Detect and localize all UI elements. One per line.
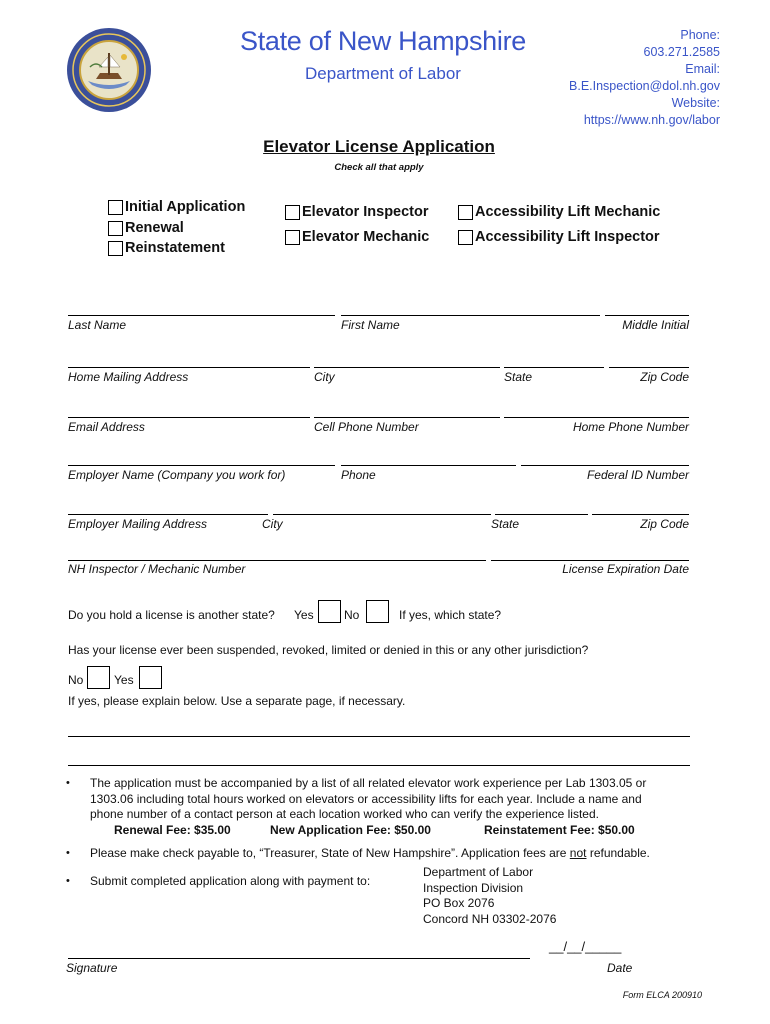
- home-zip-input[interactable]: [609, 367, 689, 368]
- checkbox[interactable]: [108, 241, 123, 256]
- address-line: PO Box 2076: [423, 896, 495, 910]
- home-phone-label: Home Phone Number: [572, 420, 689, 434]
- home-city-label: City: [314, 370, 335, 384]
- bullet-submit: Submit completed application along with payment to:: [90, 874, 371, 888]
- employer-address-label: Employer Mailing Address: [68, 517, 207, 531]
- suspended-no-checkbox[interactable]: [87, 666, 110, 689]
- home-city-input[interactable]: [314, 367, 500, 368]
- employer-state-input[interactable]: [495, 514, 588, 515]
- signature-input[interactable]: [68, 958, 530, 959]
- employer-name-label: Employer Name (Company you work for): [68, 468, 286, 482]
- email-label: Email:: [685, 62, 720, 76]
- bullet-experience-line-1: The application must be accompanied by a list of all related elevator work experience per Lab 1303.05 or: [90, 776, 647, 790]
- option-renewal[interactable]: [108, 220, 184, 236]
- last-name-label: Last Name: [68, 318, 127, 332]
- license-expiration-input[interactable]: [491, 560, 689, 561]
- form-id: Form ELCA 200910: [622, 990, 702, 1000]
- home-address-input[interactable]: [68, 367, 310, 368]
- option-elevator-mechanic[interactable]: [285, 229, 429, 245]
- other-state-yes-label: Yes: [294, 608, 314, 622]
- first-name-label: First Name: [341, 318, 400, 332]
- option-label: Initial Application: [125, 199, 246, 215]
- date-label: Date: [607, 961, 633, 975]
- checkbox[interactable]: [108, 221, 123, 236]
- cell-phone-input[interactable]: [314, 417, 500, 418]
- refundable-text: refundable.: [586, 846, 650, 860]
- suspended-no-label: No: [68, 673, 84, 687]
- license-expiration-label: License Expiration Date: [562, 562, 689, 576]
- nh-number-label: NH Inspector / Mechanic Number: [68, 562, 246, 576]
- other-state-yes-checkbox[interactable]: [318, 600, 341, 623]
- nh-number-input[interactable]: [68, 560, 486, 561]
- checkbox[interactable]: [458, 205, 473, 220]
- home-phone-input[interactable]: [504, 417, 689, 418]
- date-input[interactable]: __/__/_____: [549, 939, 622, 954]
- option-label: Elevator Inspector: [302, 204, 429, 220]
- employer-zip-input[interactable]: [592, 514, 689, 515]
- employer-state-label: State: [491, 517, 520, 531]
- home-address-label: Home Mailing Address: [68, 370, 189, 384]
- nh-state-seal-icon: [66, 27, 152, 113]
- federal-id-input[interactable]: [521, 465, 689, 466]
- last-name-input[interactable]: [68, 315, 335, 316]
- other-state-question: Do you hold a license is another state?: [68, 608, 275, 622]
- check-note: Check all that apply: [334, 162, 424, 173]
- address-line: Concord NH 03302-2076: [423, 911, 557, 926]
- explain-line-2[interactable]: [68, 765, 690, 766]
- option-label: Renewal: [125, 220, 184, 236]
- new-application-fee: New Application Fee: $50.00: [270, 823, 431, 837]
- reinstatement-fee: Reinstatement Fee: $50.00: [484, 823, 635, 837]
- option-accessibility-lift-mechanic[interactable]: [458, 204, 660, 220]
- home-state-input[interactable]: [504, 367, 604, 368]
- middle-initial-label: Middle Initial: [622, 318, 689, 332]
- suspended-yes-label: Yes: [114, 673, 134, 687]
- employer-address-input[interactable]: [68, 514, 268, 515]
- home-zip-label: Zip Code: [640, 370, 689, 384]
- employer-city-input[interactable]: [273, 514, 491, 515]
- website-link[interactable]: https://www.nh.gov/labor: [583, 113, 720, 127]
- department-name: Department of Labor: [305, 64, 461, 83]
- option-initial-application[interactable]: [108, 199, 245, 215]
- explain-note: If yes, please explain below. Use a separate page, if necessary.: [68, 694, 406, 708]
- checkbox[interactable]: [285, 205, 300, 220]
- checkbox[interactable]: [108, 200, 123, 215]
- cell-phone-label: Cell Phone Number: [314, 420, 419, 434]
- bullet-experience-line-3: phone number of a contact person at each location worked who can verify the experience listed.: [90, 807, 599, 821]
- email-input[interactable]: [68, 417, 310, 418]
- phone-label: Phone:: [680, 28, 720, 42]
- option-label: Reinstatement: [125, 240, 225, 256]
- checkbox[interactable]: [285, 230, 300, 245]
- federal-id-label: Federal ID Number: [586, 468, 689, 482]
- email-address[interactable]: B.E.Inspection@dol.nh.gov: [569, 79, 720, 93]
- state-title: State of New Hampshire: [239, 26, 527, 56]
- employer-phone-label: Phone: [341, 468, 376, 482]
- employer-city-label: City: [262, 517, 283, 531]
- bullet-experience: [90, 776, 646, 823]
- email-label: Email Address: [68, 420, 145, 434]
- not-emphasis: not: [569, 846, 587, 860]
- bullet-icon: •: [66, 875, 70, 887]
- employer-phone-input[interactable]: [341, 465, 516, 466]
- bullet-experience-line-2: 1303.06 including total hours worked on elevators or accessibility lifts for each year. Include a name and: [90, 791, 642, 806]
- renewal-fee: Renewal Fee: $35.00: [114, 823, 231, 837]
- contact-block: [569, 27, 720, 129]
- suspended-yes-checkbox[interactable]: [139, 666, 162, 689]
- which-state-label: If yes, which state?: [399, 608, 502, 622]
- other-state-no-label: No: [344, 608, 360, 622]
- option-reinstatement[interactable]: [108, 240, 225, 256]
- checkbox[interactable]: [458, 230, 473, 245]
- option-label: Accessibility Lift Inspector: [475, 229, 660, 245]
- address-line: Department of Labor: [423, 865, 534, 879]
- bullet-payable: [90, 846, 650, 862]
- suspended-question: Has your license ever been suspended, revoked, limited or denied in this or any other jurisdiction?: [68, 643, 589, 657]
- employer-zip-label: Zip Code: [640, 517, 689, 531]
- other-state-no-checkbox[interactable]: [366, 600, 389, 623]
- bullet-icon: •: [66, 847, 70, 859]
- payable-text: Please make check payable to, “Treasurer, State of New Hampshire”. Application fees are: [90, 846, 570, 860]
- website-label: Website:: [671, 96, 720, 110]
- option-label: Elevator Mechanic: [302, 229, 430, 245]
- bullet-icon: •: [66, 777, 70, 789]
- address-line: Inspection Division: [423, 880, 524, 895]
- option-label: Accessibility Lift Mechanic: [475, 204, 661, 220]
- explain-line-1[interactable]: [68, 736, 690, 737]
- mailing-address: [423, 865, 556, 927]
- option-elevator-inspector[interactable]: [285, 204, 429, 220]
- option-accessibility-lift-inspector[interactable]: [458, 229, 660, 245]
- signature-label: Signature: [66, 961, 118, 975]
- phone-number: 603.271.2585: [643, 45, 720, 59]
- home-state-label: State: [504, 370, 533, 384]
- first-name-input[interactable]: [341, 315, 600, 316]
- employer-name-input[interactable]: [68, 465, 335, 466]
- form-title: Elevator License Application: [263, 137, 495, 156]
- middle-initial-input[interactable]: [605, 315, 689, 316]
